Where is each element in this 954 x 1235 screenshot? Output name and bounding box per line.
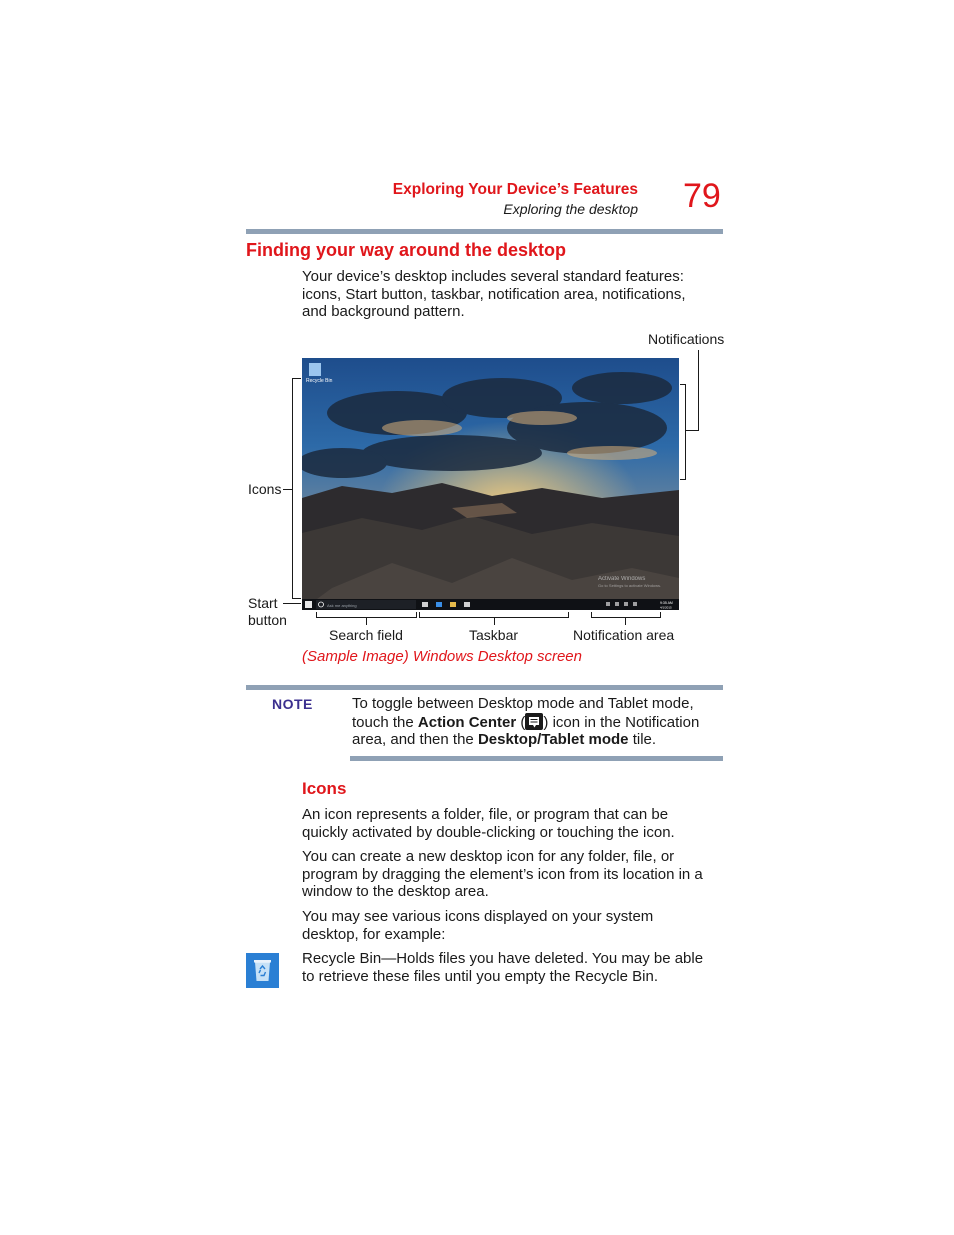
section-subtitle: Exploring the desktop — [503, 201, 638, 217]
figure-caption: (Sample Image) Windows Desktop screen — [302, 648, 582, 665]
icons-heading: Icons — [302, 779, 347, 798]
label-taskbar: Taskbar — [469, 627, 519, 643]
intro-paragraph: Your device’s desktop includes several standard features: icons, Start button, taskbar, notification area, notifications, and background pattern. — [302, 268, 686, 320]
desktop-screenshot — [302, 358, 679, 610]
activate-watermark: Activate Windows — [598, 576, 646, 582]
label-notification-area: Notification area — [573, 627, 675, 643]
action-center-icon — [525, 713, 543, 730]
note-label: NOTE — [272, 696, 313, 712]
label-icons: Icons — [248, 481, 282, 497]
label-start-button: Start button — [248, 595, 287, 628]
icons-paragraph-2: You can create a new desktop icon for any folder, file, or program by dragging the element’s icon from its location in a window to the desktop area. — [302, 848, 703, 900]
note-top-rule — [246, 685, 723, 690]
label-search-field: Search field — [329, 627, 403, 643]
icons-paragraph-1: An icon represents a folder, file, or program that can be quickly activated by double-clicking or touching the icon. — [302, 806, 675, 841]
recycle-bin-icon — [246, 953, 279, 988]
header-rule — [246, 229, 723, 234]
chapter-title: Exploring Your Device’s Features — [392, 181, 638, 198]
activate-watermark-sub: Go to Settings to activate Windows. — [598, 583, 662, 588]
taskbar-clock: 9:35 AM — [660, 601, 673, 605]
icons-paragraph-4: Recycle Bin—Holds files you have deleted. You may be able to retrieve these files until you empty the Recycle Bin. — [302, 950, 704, 985]
page-number: 79 — [683, 177, 721, 215]
note-bottom-rule — [350, 756, 723, 761]
start-button-glyph — [305, 601, 312, 608]
icons-paragraph-3: You may see various icons displayed on your system desktop, for example: — [302, 908, 654, 943]
note-text: To toggle between Desktop mode and Tablet mode, touch the Action Center ( ) icon in the Notification area, and then the Desktop/Tablet mode tile. — [352, 695, 700, 748]
search-field-text: Ask me anything — [327, 603, 357, 608]
taskbar-date: 4/1/2015 — [660, 605, 672, 610]
label-notifications: Notifications — [648, 331, 725, 347]
desktop-recycle-label: Recycle Bin — [306, 378, 333, 384]
section-heading: Finding your way around the desktop — [246, 240, 567, 260]
